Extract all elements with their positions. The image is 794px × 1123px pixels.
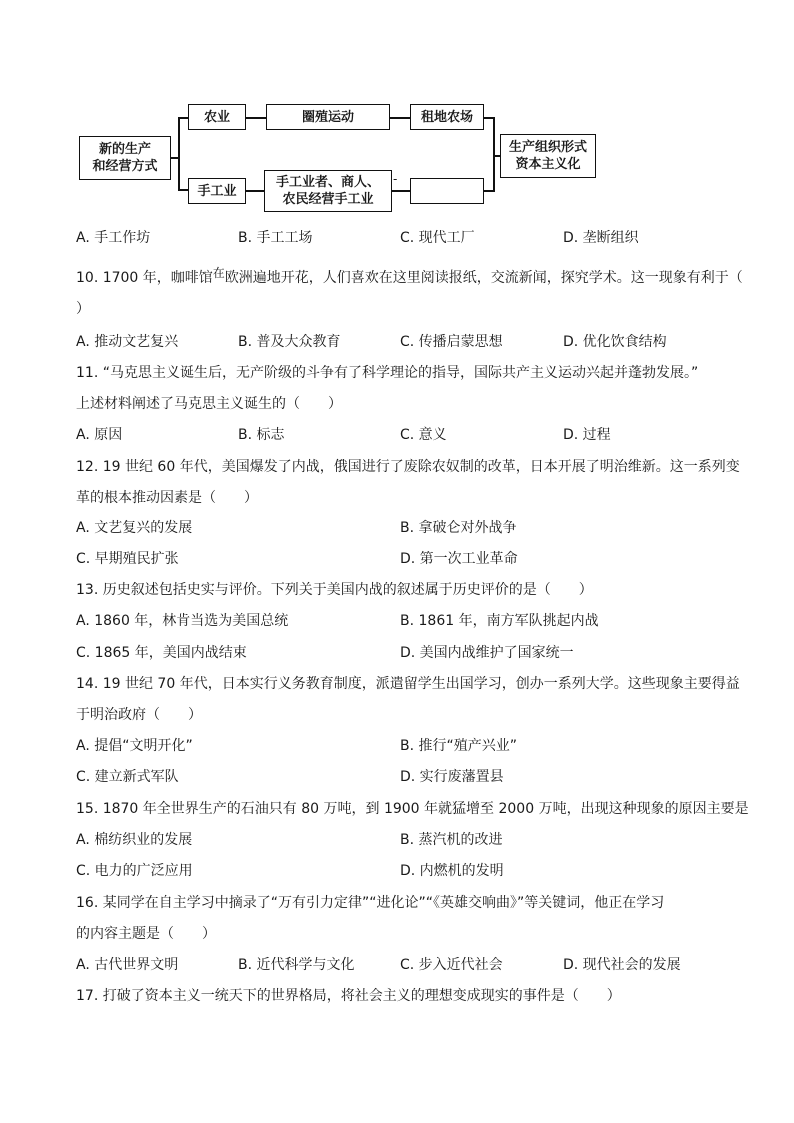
connector	[178, 189, 188, 191]
q15-option-c: C. 电力的广泛应用	[76, 863, 193, 879]
q10-option-d: D. 优化饮食结构	[563, 334, 667, 350]
diagram-box-craft-actors: 手工业者、商人、 农民经营手工业	[264, 170, 392, 212]
connector	[178, 117, 180, 190]
connector	[246, 117, 266, 119]
q12-option-b: B. 拿破仑对外战争	[400, 520, 517, 536]
q9-option-b: B. 手工工场	[238, 230, 313, 246]
q10-option-b: B. 普及大众教育	[238, 334, 341, 350]
diagram-dash: -	[393, 172, 398, 186]
q10-superscript: 在	[212, 266, 225, 280]
q9-option-d: D. 垄断组织	[563, 230, 639, 246]
q15-stem-line1: 15. 1870 年全世界生产的石油只有 80 万吨，到 1900 年就猛增至 2000 万吨，出现这种现象的原因主要是	[76, 801, 749, 817]
q15-option-b: B. 蒸汽机的改进	[400, 832, 503, 848]
q9-option-c: C. 现代工厂	[400, 230, 475, 246]
q12-option-d: D. 第一次工业革命	[400, 551, 518, 567]
connector	[246, 190, 264, 192]
q16-option-c: C. 步入近代社会	[400, 957, 503, 973]
q10-text-b: 欧洲遍地开花，人们喜欢在这里阅读报纸，交流新闻，探究学术。这一现象有利于（	[224, 270, 743, 286]
q13-option-d: D. 美国内战维护了国家统一	[400, 645, 574, 661]
diagram-box-rent-farm: 租地农场	[410, 104, 484, 130]
q14-option-c: C. 建立新式军队	[76, 769, 179, 785]
q16-option-b: B. 近代科学与文化	[238, 957, 355, 973]
q9-option-a: A. 手工作坊	[76, 230, 151, 246]
connector	[392, 190, 410, 192]
connector	[178, 117, 188, 119]
q11-stem-line1: 11. “马克思主义诞生后，无产阶级的斗争有了科学理论的指导，国际共产主义运动兴起并蓬勃发展。”	[76, 365, 699, 381]
q13-option-c: C. 1865 年，美国内战结束	[76, 645, 247, 661]
q12-option-a: A. 文艺复兴的发展	[76, 520, 193, 536]
q11-option-c: C. 意义	[400, 427, 447, 443]
q15-option-a: A. 棉纺织业的发展	[76, 832, 193, 848]
q16-stem-line2: 的内容主题是（ ）	[76, 926, 216, 942]
diagram-box-handicraft: 手工业	[188, 178, 246, 204]
diagram-box-agriculture: 农业	[188, 104, 246, 130]
connector	[390, 117, 410, 119]
diagram-box-blank	[410, 178, 484, 204]
q11-option-b: B. 标志	[238, 427, 285, 443]
q16-option-d: D. 现代社会的发展	[563, 957, 681, 973]
q12-stem-line2: 革的根本推动因素是（ ）	[76, 490, 258, 506]
q10-stem-line2: ）	[76, 301, 90, 317]
q11-option-a: A. 原因	[76, 427, 123, 443]
diagram-box-enclosure: 圈殖运动	[266, 104, 390, 130]
q13-stem-line1: 13. 历史叙述包括史实与评价。下列关于美国内战的叙述属于历史评价的是（ ）	[76, 582, 593, 598]
q10-option-c: C. 传播启蒙思想	[400, 334, 503, 350]
q12-stem-line1: 12. 19 世纪 60 年代，美国爆发了内战，俄国进行了废除农奴制的改革，日本开展了明治维新。这一系列变	[76, 459, 740, 475]
q10-option-a: A. 推动文艺复兴	[76, 334, 179, 350]
q16-stem-line1: 16. 某同学在自主学习中摘录了“万有引力定律”“进化论”“《英雄交响曲》”等关键词，他正在学习	[76, 895, 665, 911]
q10-stem-line1	[76, 268, 743, 288]
q13-option-b: B. 1861 年，南方军队挑起内战	[400, 613, 599, 629]
q13-option-a: A. 1860 年，林肯当选为美国总统	[76, 613, 289, 629]
q12-option-c: C. 早期殖民扩张	[76, 551, 179, 567]
q16-option-a: A. 古代世界文明	[76, 957, 179, 973]
q14-option-b: B. 推行“殖产兴业”	[400, 738, 518, 754]
q14-option-d: D. 实行废藩置县	[400, 769, 504, 785]
q14-option-a: A. 提倡“文明开化”	[76, 738, 193, 754]
diagram-box-capitalism: 生产组织形式 资本主义化	[500, 134, 596, 178]
q14-stem-line1: 14. 19 世纪 70 年代，日本实行义务教育制度，派遣留学生出国学习，创办一系列大学。这些现象主要得益	[76, 676, 740, 692]
q10-text-a: 10. 1700 年，咖啡馆	[76, 270, 213, 286]
diagram-box-new-production: 新的生产 和经营方式	[79, 136, 171, 180]
q11-stem-line2: 上述材料阐述了马克思主义诞生的（ ）	[76, 396, 342, 412]
q17-stem-line1: 17. 打破了资本主义一统天下的世界格局，将社会主义的理想变成现实的事件是（ ）	[76, 988, 621, 1004]
q14-stem-line2: 于明治政府（ ）	[76, 707, 202, 723]
q11-option-d: D. 过程	[563, 427, 611, 443]
q15-option-d: D. 内燃机的发明	[400, 863, 504, 879]
